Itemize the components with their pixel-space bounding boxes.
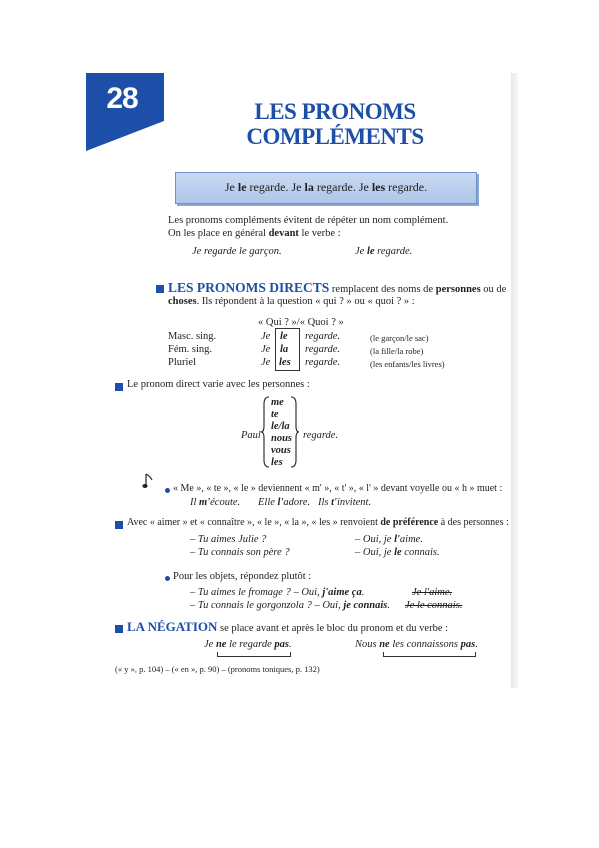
negation-bracket-1 — [217, 652, 291, 657]
negation-line: LA NÉGATION se place avant et après le bloc du pronom et du verbe : — [127, 619, 449, 634]
intro-line1: Les pronoms compléments évitent de répéter un nom complément. — [168, 215, 449, 226]
pronoun-te: te — [271, 409, 279, 420]
paul-subject: Paul — [241, 430, 261, 441]
section-marker — [115, 521, 123, 529]
aimer-a1: – Oui, je l'aime. — [355, 534, 423, 545]
chapter-number: 28 — [106, 82, 138, 115]
aimer-q1: – Tu aimes Julie ? — [190, 534, 267, 545]
page-title-line1: LES PRONOMS — [254, 99, 416, 124]
pronoun-nous: nous — [271, 433, 293, 444]
intro-example-left: Je regarde le garçon. — [192, 246, 282, 257]
footer-references: (« y », p. 104) – (« en », p. 90) – (pronoms toniques, p. 132) — [115, 664, 320, 674]
row-verb-fem: regarde. — [305, 344, 341, 355]
row-note-masc: (le garçon/le sac) — [370, 333, 429, 343]
row-je-plur: Je — [261, 357, 271, 368]
page-title-line2: COMPLÉMENTS — [246, 124, 424, 149]
wrong-answer-2: Je le connais. — [405, 600, 463, 611]
objets-line2: – Tu connais le gorgonzola ? – Oui, je connais. — [190, 600, 390, 611]
regarde-verb: regarde. — [303, 430, 339, 441]
aimer-text: Avec « aimer » et « connaître », « le », « la », « les » renvoient de préférence à des personnes : — [127, 517, 509, 528]
bullet-dot — [165, 576, 170, 581]
negation-example1: Je ne le regarde pas. — [204, 639, 292, 650]
row-pron-fem: la — [280, 344, 289, 355]
row-label-fem: Fém. sing. — [168, 344, 213, 355]
aimer-q2: – Tu connais son père ? — [190, 547, 290, 558]
pronoun-me: me — [271, 397, 284, 408]
elision-text: « Me », « te », « le » deviennent « m' », « t' », « l' » devant voyelle ou « h » muet : — [173, 483, 503, 494]
aimer-a2: – Oui, je le connais. — [355, 547, 440, 558]
left-brace — [260, 396, 270, 468]
intro-example-right: Je le regarde. — [355, 246, 413, 257]
objets-text: Pour les objets, répondez plutôt : — [173, 571, 312, 582]
row-label-masc: Masc. sing. — [168, 331, 217, 342]
banner-text: Je le regarde. Je la regarde. Je les regarde. — [224, 180, 428, 194]
directs-line2: choses. Ils répondent à la question « qui ? » ou « quoi ? » : — [168, 296, 415, 307]
negation-example2: Nous ne les connaissons pas. — [355, 639, 478, 650]
music-note-icon — [142, 472, 154, 490]
elision-example1: Il m'écoute. — [190, 497, 241, 508]
row-note-plur: (les enfants/les livres) — [370, 359, 445, 369]
intro-line2: On les place en général devant le verbe : — [168, 228, 341, 239]
pronoun-le-la: le/la — [271, 421, 290, 432]
page-edge — [511, 73, 518, 688]
wrong-answer-1: Je l'aime. — [412, 587, 453, 598]
row-note-fem: (la fille/la robe) — [370, 346, 424, 356]
negation-bracket-2 — [383, 652, 476, 657]
row-pron-masc: le — [280, 331, 288, 342]
elision-example3: Ils t'invitent. — [318, 497, 372, 508]
right-brace — [290, 396, 300, 468]
qui-quoi-label: « Qui ? »/« Quoi ? » — [258, 317, 344, 328]
row-je-fem: Je — [261, 344, 271, 355]
pronoun-les: les — [271, 457, 283, 468]
section-marker — [115, 383, 123, 391]
row-pron-plur: les — [279, 357, 291, 368]
objets-line1: – Tu aimes le fromage ? – Oui, j'aime ça. — [190, 587, 365, 598]
section-marker — [156, 285, 164, 293]
row-verb-plur: regarde. — [305, 357, 341, 368]
directs-line1: LES PRONOMS DIRECTS remplacent des noms de personnes ou de — [168, 280, 507, 295]
row-verb-masc: regarde. — [305, 331, 341, 342]
row-je-masc: Je — [261, 331, 271, 342]
elision-example2: Elle l'adore. — [258, 497, 311, 508]
varie-text: Le pronom direct varie avec les personnes : — [127, 379, 310, 390]
section-marker — [115, 625, 123, 633]
example-banner — [175, 172, 477, 204]
row-label-plur: Pluriel — [168, 357, 196, 368]
bullet-dot — [165, 488, 170, 493]
pronoun-vous: vous — [271, 445, 291, 456]
